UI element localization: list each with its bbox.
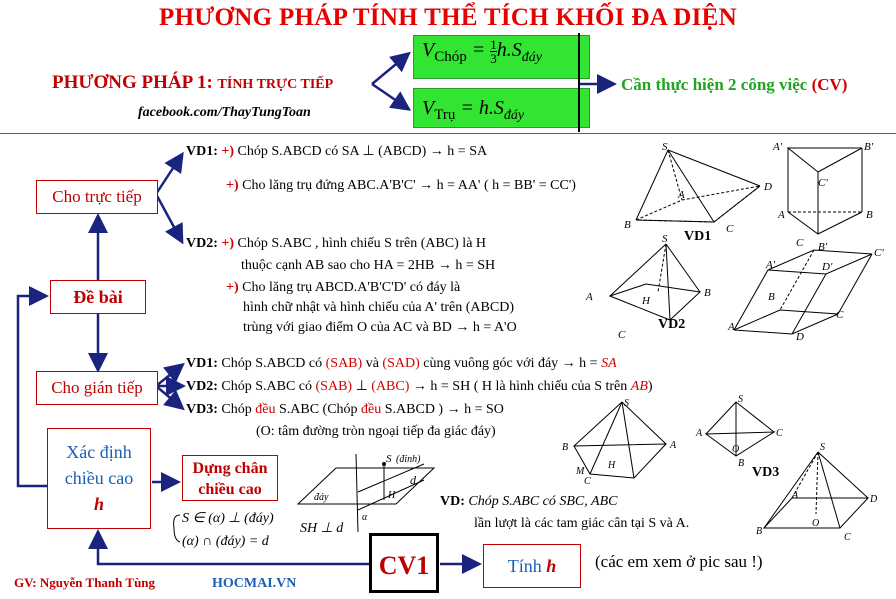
- page-title: PHƯƠNG PHÁP TÍNH THỂ TÍCH KHỐI ĐA DIỆN: [159, 4, 737, 31]
- formula-tru-sub: Trụ: [434, 107, 456, 123]
- fig5-h: H: [608, 460, 616, 471]
- indirect-vd2-r2: (ABC): [371, 379, 410, 394]
- fig7-a: A: [792, 490, 799, 501]
- condition-1: S ∈ (α) ⊥ (đáy): [182, 511, 274, 526]
- fig7-b: B: [756, 526, 763, 537]
- direct-vd2-a2: thuộc cạnh AB sao cho HA = 2HB → h = SH: [241, 258, 496, 273]
- fig2-a1: A': [773, 141, 783, 153]
- fig7-c: C: [844, 532, 851, 543]
- indirect-vd1: [186, 356, 617, 372]
- indirect-vd2-tag: VD2:: [186, 379, 218, 394]
- indirect-vd1-tag: VD1:: [186, 356, 218, 371]
- indirect-vd3-r1: đều: [255, 402, 276, 417]
- indirect-vd1-r3: SA: [601, 356, 617, 371]
- method-sub: TÍNH TRỰC TIẾP: [217, 77, 334, 92]
- direct-vd1-b-text: Cho lăng trụ đứng ABC.A'B'C' → h = AA' ( h = BB' = CC'): [242, 178, 576, 193]
- formula-chop-rest: h.S: [496, 39, 522, 62]
- direct-vd2-b-plus: +): [226, 280, 239, 295]
- xac-dinh-h: h: [93, 494, 104, 514]
- fig3-h: H: [642, 295, 650, 307]
- direct-vd1-plus: +): [221, 144, 235, 159]
- fig4-a: A: [728, 321, 735, 333]
- fig4-b: B: [768, 291, 775, 303]
- cv-abbr: (CV): [811, 75, 848, 94]
- direct-vd2-a1: [186, 236, 486, 252]
- indirect-vd3-p3: S.ABCD ) → h = SO: [381, 402, 504, 417]
- indirect-vd1-p1: Chóp S.ABCD có: [217, 356, 326, 371]
- sh-perp-d: SH ⊥ d: [300, 521, 344, 536]
- fig7-d: D: [870, 494, 878, 505]
- formula-tru-rest-sub: đáy: [503, 108, 525, 123]
- fig6-s: S: [738, 394, 743, 405]
- direct-vd2-b2: hình chữ nhật và hình chiếu của A' trên (ABCD): [243, 300, 514, 315]
- indirect-vd1-r2: (SAD): [382, 356, 420, 371]
- fig7-o: O: [812, 518, 820, 529]
- indirect-vd3: [186, 402, 504, 418]
- indirect-vd2-p4: ): [647, 379, 653, 394]
- fig2-b1: B': [864, 141, 874, 153]
- formula-tru-eq: = h.S: [455, 97, 504, 119]
- direct-vd2-b3: trùng với giao điểm O của AC và BD → h = A'O: [243, 320, 517, 335]
- fig5-s: S: [624, 398, 629, 409]
- formula-chop-eq: =: [466, 39, 491, 62]
- direct-vd2-b1-text: Cho lăng trụ ABCD.A'B'C'D' có đáy là: [242, 280, 461, 295]
- plane-label-s-note: (đỉnh): [396, 454, 421, 465]
- box-xac-dinh-chieu-cao: [47, 428, 151, 529]
- formula-chop-num: 1: [490, 37, 497, 52]
- fig5-m: M: [576, 466, 585, 477]
- direct-vd1-b: [226, 178, 576, 194]
- site-link[interactable]: HOCMAI.VN: [212, 576, 297, 591]
- indirect-vd2-p1: Chóp S.ABC có: [217, 379, 316, 394]
- direct-vd1-a: [186, 143, 487, 160]
- box-cho-gian-tiep: Cho gián tiếp: [36, 371, 158, 405]
- fig5-a: A: [670, 440, 677, 451]
- plane-label-alpha: α: [362, 512, 368, 523]
- direct-vd1-a-text: Chóp S.ABCD có SA ⊥ (ABCD) → h = SA: [237, 144, 488, 159]
- indirect-vd3-p1: Chóp: [217, 402, 256, 417]
- vd-example-line2: lần lượt là các tam giác cân tại S và A.: [474, 516, 690, 531]
- indirect-vd2: [186, 378, 653, 395]
- note-text: (các em xem ở pic sau !): [595, 552, 763, 571]
- fig4-a1: A': [766, 259, 776, 271]
- formula-tru-v: V: [422, 97, 435, 119]
- xac-dinh-line2: chiều cao: [64, 468, 134, 488]
- indirect-vd3-r2: đều: [361, 402, 382, 417]
- direct-vd1-b-plus: +): [226, 178, 239, 193]
- tinh-h-label: Tính: [507, 556, 542, 576]
- fig6-c: C: [776, 428, 783, 439]
- indirect-vd1-r1: (SAB): [325, 356, 363, 371]
- indirect-vd2-r3: AB: [630, 379, 648, 394]
- dung-chan-line2: chiều cao: [198, 481, 262, 498]
- fig2-c1: C': [818, 177, 828, 189]
- fig5-c: C: [584, 476, 591, 487]
- direct-vd2-a1-text: Chóp S.ABC , hình chiếu S trên (ABC) là H: [237, 236, 487, 251]
- fig1-b: B: [624, 219, 631, 231]
- fig3-c: C: [618, 329, 626, 341]
- indirect-vd1-p2: và: [362, 356, 383, 371]
- formula-chop-den: 3: [490, 51, 497, 66]
- indirect-vd2-p2: ⊥: [352, 379, 372, 394]
- fig4-c: C: [836, 309, 844, 321]
- fig-label-vd1: VD1: [684, 229, 712, 244]
- fig1-c: C: [726, 223, 734, 235]
- fig1-a: A: [678, 189, 685, 201]
- fig7-s: S: [820, 442, 825, 453]
- fig3-b: B: [704, 287, 711, 299]
- plane-label-d: d: [410, 473, 416, 487]
- fig-label-vd3: VD3: [752, 465, 780, 480]
- direct-vd2-plus: +): [221, 236, 235, 251]
- author: GV: Nguyễn Thanh Tùng: [14, 575, 156, 590]
- direct-vd2-b1: [226, 280, 460, 296]
- formula-chop-v: V: [422, 39, 435, 62]
- box-tinh-h: [483, 544, 581, 588]
- fig6-a: A: [696, 428, 703, 439]
- plane-label-day: đáy: [314, 492, 329, 503]
- fig4-b1: B': [818, 241, 828, 253]
- fig5-b: B: [562, 442, 569, 453]
- plane-label-s: S: [386, 453, 392, 465]
- xac-dinh-line1: Xác định: [66, 442, 132, 462]
- method-label: PHƯƠNG PHÁP 1: TÍNH TRỰC TIẾP: [52, 72, 334, 93]
- tinh-h-var: h: [546, 556, 557, 576]
- formula-chop-rest-sub: đáy: [521, 50, 542, 66]
- vd-example-l1: Chóp S.ABC có SBC, ABC: [464, 494, 618, 509]
- indirect-vd2-r1: (SAB): [315, 379, 353, 394]
- fig3-a: A: [586, 291, 593, 303]
- figures-indirect: [556, 394, 896, 546]
- box-de-bai: Đề bài: [50, 280, 146, 314]
- indirect-vd2-p3: → h = SH ( H là hình chiếu của S trên: [409, 379, 631, 394]
- figures-direct: [586, 141, 896, 343]
- indirect-vd1-p3: cùng vuông góc với đáy → h =: [419, 356, 602, 371]
- dung-chan-line1: Dựng chân: [192, 460, 268, 477]
- indirect-vd3-tag: VD3:: [186, 402, 218, 417]
- formula-chop-sub: Chóp: [434, 49, 467, 66]
- box-cv1: CV1: [369, 533, 439, 593]
- plane-label-h: H: [388, 490, 396, 501]
- fig2-a: A: [778, 209, 785, 221]
- fig-label-vd2: VD2: [658, 317, 686, 332]
- cv-text: Cần thực hiện 2 công việc: [621, 75, 808, 94]
- method-name: PHƯƠNG PHÁP 1: [52, 72, 207, 93]
- facebook-link[interactable]: facebook.com/ThayTungToan: [138, 105, 311, 120]
- indirect-vd3-note: (O: tâm đường tròn ngoại tiếp đa giác đáy): [256, 424, 496, 439]
- box-dung-chan: [182, 455, 278, 501]
- fig3-s: S: [662, 233, 668, 245]
- condition-2: (α) ∩ (đáy) = d: [182, 534, 269, 549]
- fig4-d: D: [796, 331, 804, 343]
- box-cho-truc-tiep: Cho trực tiếp: [36, 180, 158, 214]
- fig4-d1: D': [822, 261, 833, 273]
- fig2-c: C: [796, 237, 804, 249]
- fig2-b: B: [866, 209, 873, 221]
- fig1-d: D: [764, 181, 772, 193]
- direct-vd1-tag: VD1:: [186, 144, 218, 159]
- fig6-o: O: [732, 444, 740, 455]
- fig1-s: S: [662, 141, 668, 153]
- fig4-c1: C': [874, 247, 884, 259]
- indirect-vd3-p2: S.ABC (Chóp: [275, 402, 362, 417]
- vd-example-tag: VD:: [440, 494, 465, 509]
- direct-vd2-tag: VD2:: [186, 236, 218, 251]
- fig6-b: B: [738, 458, 745, 469]
